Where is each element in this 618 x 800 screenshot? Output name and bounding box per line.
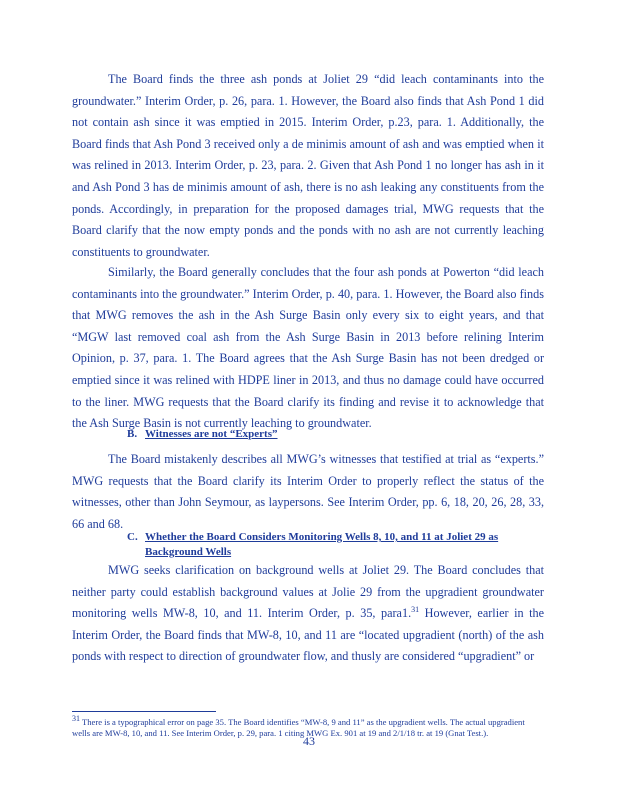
footnote-text: There is a typographical error on page 35. The Board identifies “MW-8, 9 and 11” as the upgradient wells. The actual upgradient wells are MW-8, 10, and 11. See Interim Order, p. 29, para. 1 citing MWG Ex. 901 at 19 and 2/1/18 tr. at 19 (Gnat Test.). bbox=[72, 717, 525, 738]
section-letter-c: C. bbox=[127, 531, 138, 543]
section-title-c-line2: Background Wells bbox=[145, 546, 232, 558]
footnote-reference[interactable]: 31 bbox=[411, 605, 420, 615]
paragraph-witnesses: The Board mistakenly describes all MWG’s witnesses that testified at trial as “experts.” MWG requests that the Board clarify its Interim Order to properly reflect the status of the witnesses, other than John Seymour, as laypersons. See Interim Order, pp. 6, 18, 20, 26, 28, 33, 66 and 68. bbox=[72, 452, 544, 531]
paragraph-powerton-ash-ponds: Similarly, the Board generally concludes that the four ash ponds at Powerton “did leach contaminants into the groundwater.” Interim Order, p. 40, para. 1. However, the Board also finds that MWG removes the ash in the Ash Surge Basin only every six to eight years, and that “MGW last removed coal ash from the Ash Surge Basin in 2013 before relining Interim Opinion, p. 37, para. 1. The Board agrees that the Ash Surge Basin has not been dredged or emptied since it was relined with HDPE liner in 2013, and thus no damage could have occurred to the liner. MWG requests that the Board clarify its finding and revise it to acknowledge that the Ash Surge Basin is not currently leaching to groundwater. bbox=[72, 265, 544, 431]
paragraph-joliet-ash-ponds: The Board finds the three ash ponds at Joliet 29 “did leach contaminants into the groundwater.” Interim Order, p. 26, para. 1. However, the Board also finds that Ash Pond 1 did not contain ash since it was emptied in 2015. Interim Order, p.23, para. 1. Additionally, the Board finds that Ash Pond 3 received only a de minimis amount of ash and was emptied when it was relined in 2013. Interim Order, p. 23, para. 2. Given that Ash Pond 1 no longer has ash in it and Ash Pond 3 has de minimis amount of ash, there is no ash leaking any constituents from the ponds. Accordingly, in preparation for the proposed damages trial, MWG requests that the Board clarify that the now empty ponds and the ponds with no ash are not currently leaching constituents to groundwater. bbox=[72, 72, 544, 259]
footnote-divider bbox=[72, 711, 216, 712]
page-number: 43 bbox=[303, 734, 315, 748]
section-letter-b: B. bbox=[127, 428, 138, 440]
paragraph-background-wells-text: MWG seeks clarification on background wells at Joliet 29. The Board concludes that neither party could establish background values at Jolie 29 from the upgradient groundwater monitoring wells MW-8, 10, and 11. Interim Order, p. 35, para1. bbox=[72, 563, 544, 621]
paragraph-background-wells-continuation: However, earlier in the Interim Order, the Board finds that MW-8, 10, and 11 are “located upgradient (north) of the ash ponds with respect to direction of groundwater flow, and thusly are considered “upgradient” or bbox=[72, 606, 544, 664]
paragraph-background-wells bbox=[72, 560, 544, 668]
footnote-number: 31 bbox=[72, 714, 80, 724]
section-title-c-line1: Whether the Board Considers Monitoring Wells 8, 10, and 11 at Joliet 29 as bbox=[145, 531, 499, 543]
section-title-b: Witnesses are not “Experts” bbox=[145, 428, 278, 440]
